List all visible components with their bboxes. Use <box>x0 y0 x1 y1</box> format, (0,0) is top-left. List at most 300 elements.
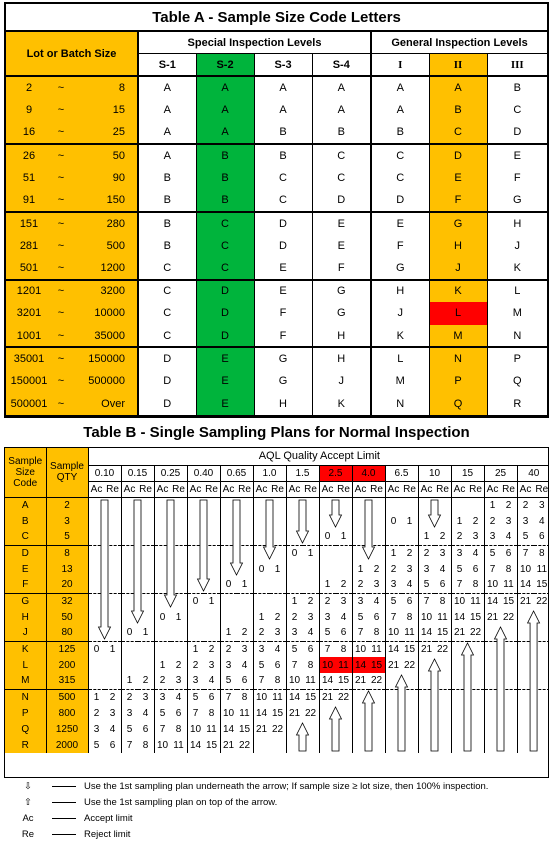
lot-row <box>6 280 547 303</box>
plan-value: 2 <box>517 497 534 513</box>
plan-value: 1 <box>307 547 314 559</box>
plan-value <box>352 545 369 561</box>
plan-value: 21 <box>385 657 402 673</box>
code-letter: C <box>138 257 196 280</box>
plan-value <box>154 625 171 641</box>
plan-value <box>484 705 501 721</box>
plan-value <box>451 497 468 513</box>
plan-value: 5 <box>88 737 105 753</box>
plan-value: 10 <box>451 593 468 609</box>
code-letter: J <box>371 302 429 325</box>
plan-value: 0 <box>187 593 204 609</box>
code-letter: D <box>138 393 196 416</box>
plan-value <box>385 497 402 513</box>
plan-value: 3 <box>171 673 188 689</box>
plan-value <box>352 721 369 737</box>
code-letter: E <box>196 393 254 416</box>
code-letter: C <box>138 302 196 325</box>
plan-value <box>105 577 122 593</box>
plan-value <box>369 721 386 737</box>
plan-value: 21 <box>517 593 534 609</box>
plan-value: 3 <box>340 595 347 607</box>
plan-value <box>418 657 435 673</box>
plan-value <box>187 513 204 529</box>
plan-value: 10 <box>253 689 270 705</box>
plan-value <box>435 705 452 721</box>
code-letter: D <box>196 325 254 348</box>
plan-value <box>204 497 221 513</box>
re-label: Re <box>105 481 122 497</box>
plan-value <box>336 721 353 737</box>
plan-value: 22 <box>403 659 416 671</box>
plan-value: 6 <box>175 707 182 719</box>
code-cell: N <box>5 689 46 705</box>
plan-value <box>171 497 188 513</box>
plan-value <box>171 561 188 577</box>
plan-value <box>253 513 270 529</box>
plan-value <box>501 673 518 689</box>
qty-cell: 13 <box>46 561 88 577</box>
code-letter: B <box>254 144 312 167</box>
lot-separator: ~ <box>52 167 70 190</box>
plan-value: 6 <box>274 659 281 671</box>
plan-value: 15 <box>336 673 353 689</box>
lot-from: 500001 <box>6 393 52 416</box>
plan-value: 5 <box>187 689 204 705</box>
plan-value <box>484 673 501 689</box>
plan-value <box>220 561 237 577</box>
plan-value: 11 <box>336 657 353 673</box>
plan-value <box>336 561 353 577</box>
code-letter: C <box>196 212 254 235</box>
lot-to: 500 <box>70 234 138 257</box>
plan-row <box>5 673 549 689</box>
general-levels-header: General Inspection Levels <box>371 31 547 54</box>
plan-value: 1 <box>274 563 281 575</box>
plan-value <box>369 689 386 705</box>
plan-value <box>517 657 534 673</box>
plan-value: 1 <box>385 545 402 561</box>
ac-label: Ac <box>352 481 369 497</box>
plan-value <box>138 641 155 657</box>
plan-value: 1 <box>175 611 182 623</box>
plan-value: 22 <box>337 691 350 703</box>
lot-row <box>6 99 547 122</box>
lot-separator: ~ <box>52 189 70 212</box>
code-letter: C <box>312 144 371 167</box>
plan-value <box>303 577 320 593</box>
plan-value <box>88 545 105 561</box>
plan-value <box>534 705 550 721</box>
plan-value <box>501 657 518 673</box>
lot-to: 1200 <box>70 257 138 280</box>
plan-value <box>88 625 105 641</box>
plan-row <box>5 705 549 721</box>
plan-value: 2 <box>472 515 479 527</box>
plan-value: 3 <box>154 689 171 705</box>
level-s-2: S-2 <box>196 54 254 77</box>
legend-dash <box>52 818 76 819</box>
plan-value <box>319 721 336 737</box>
plan-value: 6 <box>472 563 479 575</box>
plan-value <box>468 737 485 753</box>
plan-value: 2 <box>435 529 452 545</box>
code-letter: B <box>196 189 254 212</box>
plan-value: 5 <box>352 609 369 625</box>
plan-value: 22 <box>304 707 317 719</box>
code-letter: A <box>138 121 196 144</box>
re-label: Re <box>171 481 188 497</box>
plan-value: 7 <box>220 689 237 705</box>
plan-value <box>171 577 188 593</box>
ac-label: Ac <box>418 481 435 497</box>
lot-from: 501 <box>6 257 52 280</box>
plan-value: 4 <box>175 691 182 703</box>
plan-value <box>121 593 138 609</box>
plan-value: 21 <box>220 737 237 753</box>
plan-value: 10 <box>220 705 237 721</box>
plan-value <box>121 641 138 657</box>
plan-value <box>418 689 435 705</box>
table-a <box>4 2 549 418</box>
lot-separator: ~ <box>52 76 70 99</box>
plan-value: 0 <box>154 609 171 625</box>
plan-value <box>451 721 468 737</box>
plan-value <box>418 497 435 513</box>
plan-value <box>187 577 204 593</box>
plan-value: 1 <box>484 497 501 513</box>
plan-value <box>435 737 452 753</box>
plan-row <box>5 609 549 625</box>
re-label: Re <box>435 481 452 497</box>
plan-value <box>534 609 550 625</box>
code-letter: A <box>196 76 254 99</box>
legend-dash <box>52 802 76 803</box>
plan-value: 3 <box>352 593 369 609</box>
plan-value: 3 <box>270 625 287 641</box>
legend-symbol: Re <box>21 828 35 840</box>
plan-row <box>5 625 549 641</box>
plan-value <box>336 545 353 561</box>
plan-value: 11 <box>536 563 548 575</box>
legend-symbol: Ac <box>22 812 34 824</box>
code-letter: D <box>196 280 254 303</box>
lot-to: 25 <box>70 121 138 144</box>
plan-value <box>270 513 287 529</box>
re-label: Re <box>468 481 485 497</box>
plan-value <box>418 721 435 737</box>
code-letter: D <box>371 189 429 212</box>
plan-value <box>204 625 221 641</box>
plan-value: 7 <box>253 673 270 689</box>
plan-value: 2 <box>286 609 303 625</box>
plan-value: 3 <box>142 691 149 703</box>
plan-value: 2 <box>385 561 402 577</box>
plan-value <box>237 593 254 609</box>
code-letter: C <box>254 167 312 190</box>
plan-value: 5 <box>220 673 237 689</box>
lot-row <box>6 167 547 190</box>
code-letter: D <box>312 189 371 212</box>
qty-cell: 2 <box>46 497 88 513</box>
code-letter: A <box>254 99 312 122</box>
code-letter: D <box>429 144 487 167</box>
plan-value <box>105 513 122 529</box>
qty-cell: 315 <box>46 673 88 689</box>
plan-value <box>237 561 254 577</box>
plan-value: 14 <box>220 721 237 737</box>
plan-row <box>5 657 549 673</box>
plan-value <box>451 689 468 705</box>
plan-value <box>220 545 237 561</box>
plan-value: 7 <box>286 657 303 673</box>
code-letter: M <box>371 370 429 393</box>
code-letter: K <box>487 257 547 280</box>
plan-value: 5 <box>517 529 534 545</box>
plan-value <box>154 593 171 609</box>
lot-from: 2 <box>6 76 52 99</box>
plan-value: 4 <box>142 707 149 719</box>
aql-level: 40 <box>517 465 549 481</box>
plan-value <box>105 497 122 513</box>
code-letter: K <box>371 325 429 348</box>
plan-value: 2 <box>154 673 171 689</box>
aql-level: 1.5 <box>286 465 319 481</box>
plan-value <box>534 721 550 737</box>
code-letter: F <box>254 302 312 325</box>
plan-value <box>270 497 287 513</box>
plan-value: 10 <box>484 577 501 593</box>
code-letter: D <box>138 370 196 393</box>
plan-value: 22 <box>468 625 485 641</box>
plan-value <box>270 545 287 561</box>
lot-from: 151 <box>6 212 52 235</box>
plan-value: 15 <box>435 625 452 641</box>
plan-value <box>105 561 122 577</box>
legend-item <box>4 826 549 842</box>
plan-value <box>138 545 155 561</box>
plan-value: 3 <box>484 529 501 545</box>
lot-from: 35001 <box>6 347 52 370</box>
arrow-down-icon: ⇩ <box>24 780 32 792</box>
plan-value: 14 <box>484 593 501 609</box>
qty-header: Sample QTY <box>46 448 88 497</box>
plan-value: 0 <box>220 577 237 593</box>
legend-text: Reject limit <box>84 828 131 840</box>
code-cell: J <box>5 625 46 641</box>
plan-value: 3 <box>121 705 138 721</box>
legend-item <box>4 794 549 810</box>
plan-value <box>385 673 402 689</box>
plan-value: 6 <box>406 595 413 607</box>
plan-value <box>451 705 468 721</box>
plan-value: 4 <box>373 595 380 607</box>
plan-value <box>88 497 105 513</box>
code-letter: N <box>429 347 487 370</box>
code-cell: B <box>5 513 46 529</box>
plan-value: 21 <box>253 721 270 737</box>
plan-value <box>253 737 270 753</box>
plan-value <box>336 513 353 529</box>
plan-value <box>204 577 221 593</box>
plan-value <box>237 609 254 625</box>
level-s-1: S-1 <box>138 54 196 77</box>
lot-from: 3201 <box>6 302 52 325</box>
plan-value <box>88 529 105 545</box>
plan-value <box>121 577 138 593</box>
plan-value: 11 <box>173 739 184 751</box>
lot-separator: ~ <box>52 325 70 348</box>
plan-value <box>88 657 105 673</box>
lot-separator: ~ <box>52 280 70 303</box>
plan-value: 2 <box>451 529 468 545</box>
plan-value: 1 <box>109 643 116 655</box>
code-cell: R <box>5 737 46 753</box>
plan-value: 21 <box>286 705 303 721</box>
plan-value: 1 <box>451 513 468 529</box>
plan-row <box>5 497 549 513</box>
plan-value: 7 <box>385 609 402 625</box>
plan-value: 5 <box>385 593 402 609</box>
lot-row <box>6 189 547 212</box>
plan-row <box>5 577 549 593</box>
plan-value: 14 <box>418 625 435 641</box>
plan-value: 8 <box>468 577 485 593</box>
plan-value: 3 <box>468 529 485 545</box>
plan-value: 1 <box>154 657 171 673</box>
plan-value <box>385 737 402 753</box>
code-letter: C <box>371 167 429 190</box>
plan-value: 2 <box>336 577 353 593</box>
plan-value: 11 <box>272 691 283 703</box>
plan-value <box>484 625 501 641</box>
plan-value: 2 <box>109 691 116 703</box>
lot-from: 150001 <box>6 370 52 393</box>
code-letter: J <box>487 234 547 257</box>
plan-value: 14 <box>319 673 336 689</box>
plan-value <box>303 513 320 529</box>
lot-to: 90 <box>70 167 138 190</box>
plan-value: 5 <box>154 705 171 721</box>
plan-value <box>385 689 402 705</box>
plan-value: 5 <box>121 721 138 737</box>
lot-to: 150000 <box>70 347 138 370</box>
code-letter: G <box>254 370 312 393</box>
code-letter: A <box>138 99 196 122</box>
plan-value <box>286 721 303 737</box>
code-letter: C <box>487 99 547 122</box>
plan-value: 4 <box>439 563 446 575</box>
code-cell: A <box>5 497 46 513</box>
plan-value: 1 <box>286 593 303 609</box>
plan-value: 7 <box>484 561 501 577</box>
plan-value <box>187 609 204 625</box>
plan-value <box>534 673 550 689</box>
lot-separator: ~ <box>52 212 70 235</box>
plan-value <box>253 545 270 561</box>
plan-value: 5 <box>484 545 501 561</box>
code-letter: D <box>196 302 254 325</box>
plan-value <box>88 561 105 577</box>
lot-from: 281 <box>6 234 52 257</box>
plan-row <box>5 561 549 577</box>
plan-value <box>220 593 237 609</box>
plan-value: 2 <box>208 643 215 655</box>
code-letter: F <box>254 325 312 348</box>
plan-value <box>138 497 155 513</box>
plan-value <box>336 497 353 513</box>
lot-to: 3200 <box>70 280 138 303</box>
ac-label: Ac <box>385 481 402 497</box>
plan-value <box>435 497 452 513</box>
ac-label: Ac <box>220 481 237 497</box>
plan-value <box>517 737 534 753</box>
plan-value: 3 <box>241 643 248 655</box>
code-letter: C <box>138 280 196 303</box>
plan-row <box>5 513 549 529</box>
plan-value <box>435 657 452 673</box>
plan-value <box>171 545 188 561</box>
plan-value: 2 <box>237 625 254 641</box>
plan-value <box>303 737 320 753</box>
code-cell: E <box>5 561 46 577</box>
code-letter: Q <box>487 370 547 393</box>
plan-value <box>286 737 303 753</box>
plan-value: 2 <box>220 641 237 657</box>
legend-item <box>4 778 549 794</box>
plan-value: 22 <box>238 739 251 751</box>
code-letter: H <box>429 234 487 257</box>
plan-value <box>319 545 336 561</box>
plan-value <box>451 641 468 657</box>
plan-value <box>187 529 204 545</box>
plan-value <box>220 513 237 529</box>
plan-value <box>352 705 369 721</box>
plan-value <box>484 721 501 737</box>
lot-from: 9 <box>6 99 52 122</box>
lot-to: 150 <box>70 189 138 212</box>
plan-value: 10 <box>154 737 171 753</box>
plan-value <box>171 513 188 529</box>
plan-value <box>534 737 550 753</box>
plan-value <box>105 625 122 641</box>
qty-cell: 20 <box>46 577 88 593</box>
plan-value <box>253 497 270 513</box>
plan-value <box>187 561 204 577</box>
code-letter: A <box>312 76 371 99</box>
re-label: Re <box>270 481 287 497</box>
plan-value <box>138 657 155 673</box>
plan-value: 15 <box>502 595 515 607</box>
plan-value <box>187 545 204 561</box>
plan-value: 2 <box>138 673 155 689</box>
qty-cell: 3 <box>46 513 88 529</box>
plan-value: 3 <box>286 625 303 641</box>
plan-value: 4 <box>303 625 320 641</box>
plan-value <box>303 497 320 513</box>
plan-value: 5 <box>451 561 468 577</box>
aql-level: 25 <box>484 465 517 481</box>
code-letter: C <box>371 144 429 167</box>
plan-value: 1 <box>208 595 215 607</box>
code-letter: F <box>487 167 547 190</box>
plan-value: 22 <box>271 723 284 735</box>
plan-value: 11 <box>206 723 217 735</box>
plan-value: 2 <box>373 563 380 575</box>
plan-value: 8 <box>505 563 512 575</box>
plan-value <box>534 657 550 673</box>
plan-value: 2 <box>418 545 435 561</box>
